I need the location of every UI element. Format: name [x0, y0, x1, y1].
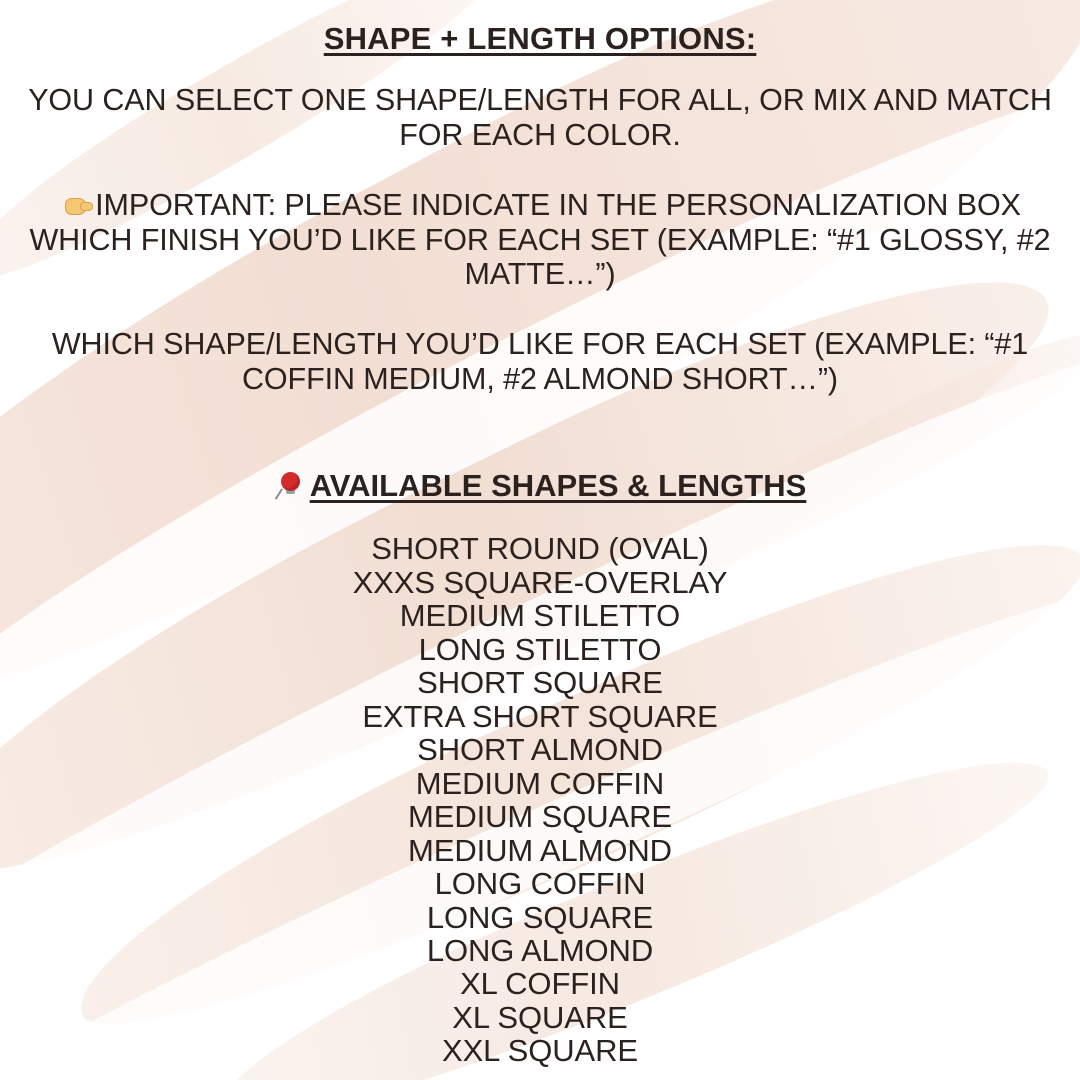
list-item: LONG STILETTO: [418, 631, 662, 667]
list-item: LONG ALMOND: [426, 932, 654, 968]
list-item: XXL SQUARE: [442, 1033, 638, 1069]
list-item: LONG COFFIN: [434, 866, 646, 902]
list-item: SHORT ALMOND: [417, 732, 663, 768]
list-item: LONG SQUARE: [426, 899, 654, 935]
intro-paragraph: YOU CAN SELECT ONE SHAPE/LENGTH FOR ALL, OR MIX AND MATCH FOR EACH COLOR.: [28, 83, 1052, 152]
list-item: XXXS SQUARE-OVERLAY: [352, 564, 728, 600]
list-item: XL SQUARE: [452, 999, 628, 1035]
page-title: SHAPE + LENGTH OPTIONS:: [323, 21, 757, 56]
available-shapes-heading: [12, 468, 1068, 504]
list-item: MEDIUM STILETTO: [399, 598, 681, 634]
shape-length-paragraph: WHICH SHAPE/LENGTH YOU’D LIKE FOR EACH SET (EXAMPLE: “#1 COFFIN MEDIUM, #2 ALMOND SHORT…”): [51, 327, 1029, 396]
shapes-lengths-list: [12, 532, 1068, 1068]
list-item: SHORT SQUARE: [417, 665, 663, 701]
important-paragraph-text: IMPORTANT: PLEASE INDICATE IN THE PERSONALIZATION BOX WHICH FINISH YOU’D LIKE FOR EACH SET (EXAMPLE: “#1 GLOSSY, #2 MATTE…”): [29, 188, 1051, 291]
available-shapes-heading-label: AVAILABLE SHAPES & LENGTHS: [309, 468, 807, 504]
important-paragraph: [15, 188, 1065, 291]
list-item: XL COFFIN: [460, 966, 620, 1002]
list-item: MEDIUM SQUARE: [408, 799, 672, 835]
list-item: MEDIUM COFFIN: [415, 765, 665, 801]
pointing-hand-icon: [59, 192, 91, 220]
pushpin-icon: [274, 471, 304, 501]
list-item: EXTRA SHORT SQUARE: [362, 698, 718, 734]
list-item: MEDIUM ALMOND: [408, 832, 672, 868]
list-item: SHORT ROUND (OVAL): [371, 531, 709, 567]
